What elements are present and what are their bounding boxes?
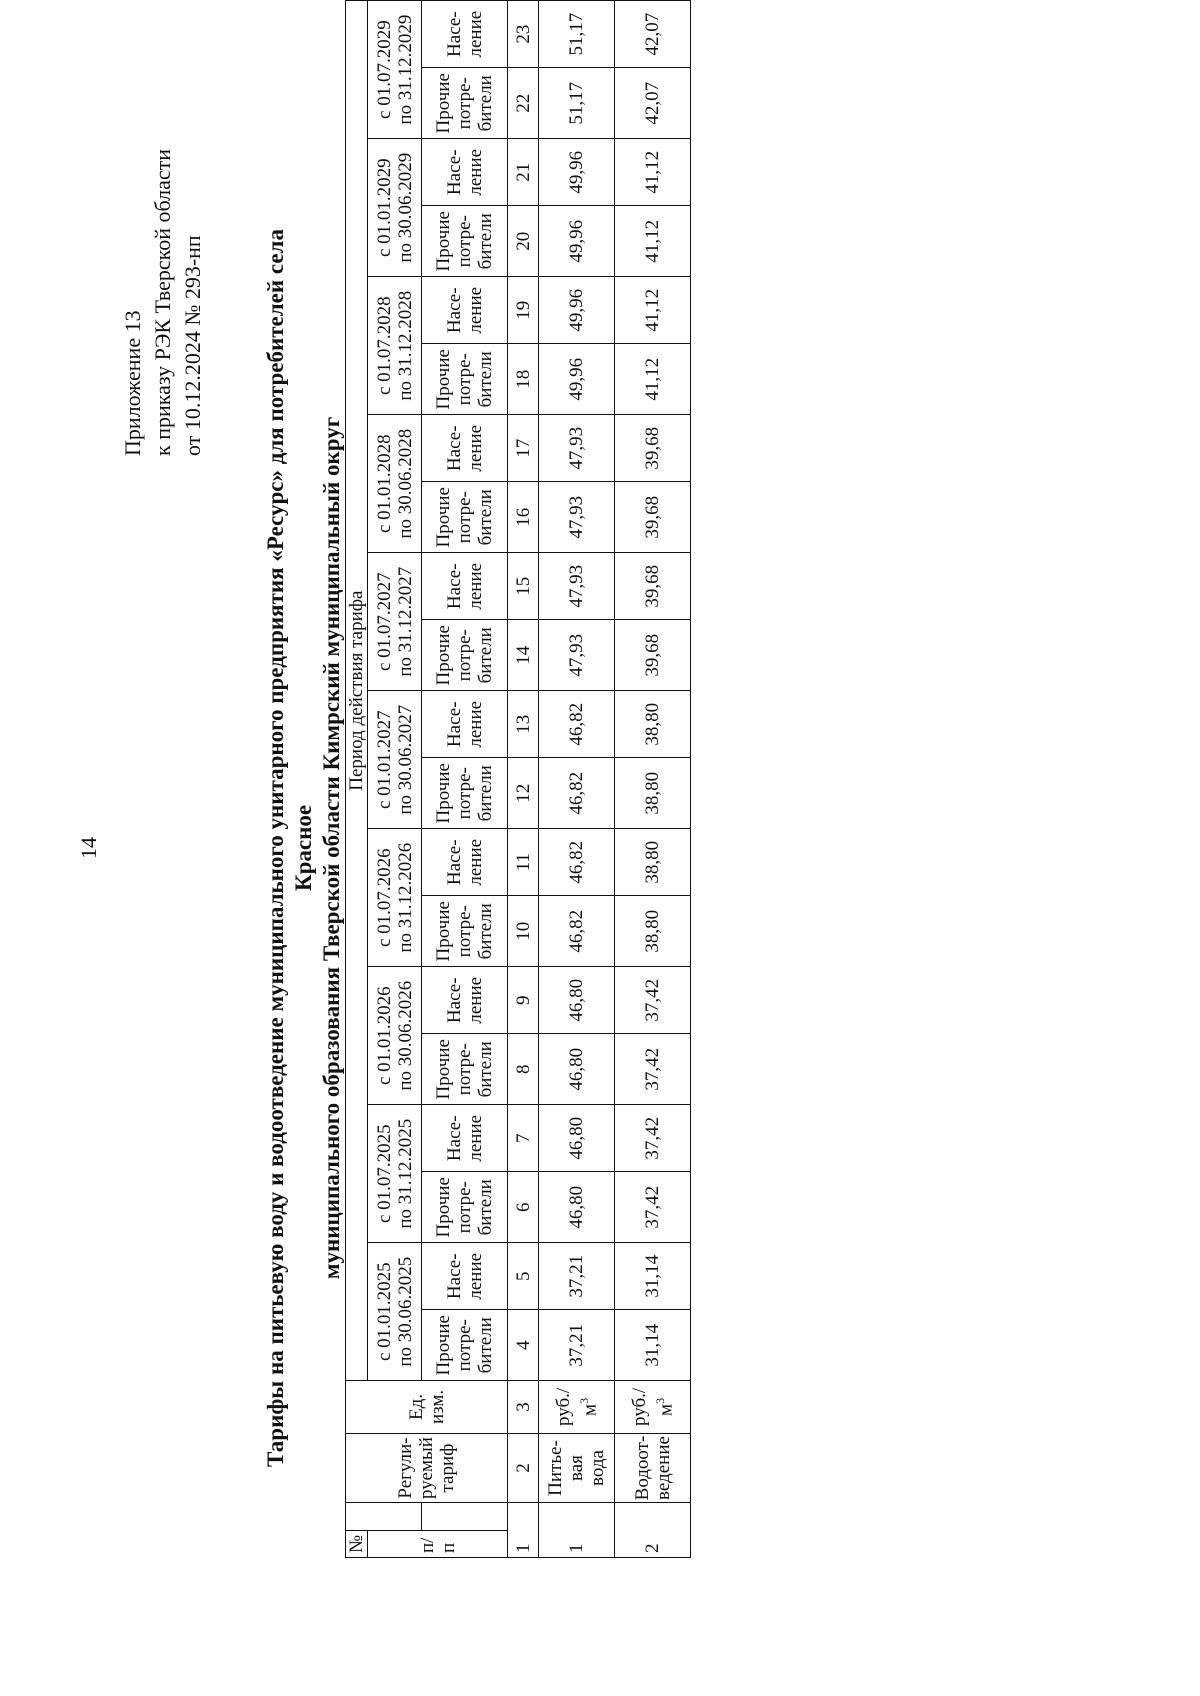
category-other-consumers: Прочие потре-бители xyxy=(422,206,508,277)
tariff-value-cell: 38,80 xyxy=(615,691,691,758)
column-number-cell: 6 xyxy=(508,1172,539,1243)
category-population: Насе-ление xyxy=(422,415,508,482)
period-cell: с 01.01.2027 по 30.06.2027 xyxy=(368,691,422,829)
column-number-cell: 3 xyxy=(508,1381,539,1433)
period-header: Период действия тарифа xyxy=(346,1,368,1381)
appendix-line: к приказу РЭК Тверской области xyxy=(150,148,175,456)
column-number-cell: 8 xyxy=(508,1034,539,1105)
period-cell: с 01.01.2029 по 30.06.2029 xyxy=(368,139,422,277)
appendix-reference xyxy=(118,16,208,456)
period-cell: с 01.01.2028 по 30.06.2028 xyxy=(368,415,422,553)
tariff-value-cell: 51,17 xyxy=(539,68,615,139)
category-other-consumers: Прочие потре-бители xyxy=(422,896,508,967)
column-number-cell: 15 xyxy=(508,553,539,620)
tariff-value-cell: 41,12 xyxy=(615,277,691,344)
tariff-value-cell: 46,82 xyxy=(539,896,615,967)
tariff-value-cell: 46,82 xyxy=(539,829,615,896)
tariff-value-cell: 46,80 xyxy=(539,1034,615,1105)
tariff-value-cell: 49,96 xyxy=(539,206,615,277)
category-population: Насе-ление xyxy=(422,967,508,1034)
category-population: Насе-ление xyxy=(422,691,508,758)
tariff-value-cell: 37,42 xyxy=(615,1034,691,1105)
row-tariff-name: Водоот-ведение xyxy=(615,1433,691,1503)
category-population: Насе-ление xyxy=(422,277,508,344)
category-other-consumers: Прочие потре-бители xyxy=(422,758,508,829)
category-header-row xyxy=(422,1,508,1558)
tariff-value-cell: 51,17 xyxy=(539,1,615,68)
tariff-value-cell: 39,68 xyxy=(615,415,691,482)
tariff-value-cell: 49,96 xyxy=(539,277,615,344)
empty-header-cell xyxy=(346,1503,422,1530)
category-other-consumers: Прочие потре-бители xyxy=(422,620,508,691)
tariff-value-cell: 39,68 xyxy=(615,553,691,620)
title-line: Тарифы на питьевую воду и водоотведение муниципального унитарного предприятия «Ресурс» для потребителей села Красное xyxy=(263,229,316,1467)
tariff-value-cell: 41,12 xyxy=(615,344,691,415)
column-number-cell: 23 xyxy=(508,1,539,68)
unit-header: Ед. изм. xyxy=(346,1381,508,1433)
tariff-value-cell: 41,12 xyxy=(615,139,691,206)
tariff-value-cell: 47,93 xyxy=(539,620,615,691)
column-number-cell: 21 xyxy=(508,139,539,206)
category-population: Насе-ление xyxy=(422,1243,508,1310)
tariff-value-cell: 31,14 xyxy=(615,1310,691,1381)
column-number-cell: 16 xyxy=(508,482,539,553)
category-population: Насе-ление xyxy=(422,139,508,206)
row-number: 2 xyxy=(615,1503,691,1558)
column-number-cell: 5 xyxy=(508,1243,539,1310)
tariff-value-cell: 46,80 xyxy=(539,1172,615,1243)
period-cell: с 01.01.2026 по 30.06.2026 xyxy=(368,967,422,1105)
number-header-bottom: п/ п xyxy=(368,1530,508,1557)
title-line: муниципального образования Тверской области Кимрский муниципальный округ xyxy=(319,416,344,1280)
category-population: Насе-ление xyxy=(422,1,508,68)
category-other-consumers: Прочие потре-бители xyxy=(422,1034,508,1105)
tariff-value-cell: 47,93 xyxy=(539,482,615,553)
column-number-cell: 17 xyxy=(508,415,539,482)
column-number-cell: 13 xyxy=(508,691,539,758)
column-number-cell: 9 xyxy=(508,967,539,1034)
column-number-cell: 10 xyxy=(508,896,539,967)
column-number-cell: 14 xyxy=(508,620,539,691)
tariff-value-cell: 39,68 xyxy=(615,482,691,553)
column-number-cell: 19 xyxy=(508,277,539,344)
category-other-consumers: Прочие потре-бители xyxy=(422,1172,508,1243)
tariff-value-cell: 46,82 xyxy=(539,691,615,758)
appendix-line: от 10.12.2024 № 293-нп xyxy=(180,235,205,456)
column-number-cell: 22 xyxy=(508,68,539,139)
category-other-consumers: Прочие потре-бители xyxy=(422,68,508,139)
period-cell: с 01.01.2025 по 30.06.2025 xyxy=(368,1243,422,1381)
row-tariff-name: Питье-вая вода xyxy=(539,1433,615,1503)
tariff-value-cell: 46,80 xyxy=(539,1105,615,1172)
tariff-value-cell: 38,80 xyxy=(615,829,691,896)
category-other-consumers: Прочие потре-бители xyxy=(422,1310,508,1381)
unit-text: руб./м xyxy=(628,1387,677,1427)
number-header-top: № xyxy=(346,1530,368,1557)
period-cell: с 01.07.2029 по 31.12.2029 xyxy=(368,1,422,139)
category-other-consumers: Прочие потре-бители xyxy=(422,344,508,415)
period-cell: с 01.07.2026 по 31.12.2026 xyxy=(368,829,422,967)
table-row-drinking-water xyxy=(539,1,615,1558)
unit-text: руб./м xyxy=(552,1387,601,1427)
empty-header-cell xyxy=(422,1503,508,1530)
column-number-cell: 18 xyxy=(508,344,539,415)
tariff-header: Регули-руемый тариф xyxy=(346,1433,508,1503)
column-number-cell: 7 xyxy=(508,1105,539,1172)
unit-exponent: 3 xyxy=(652,1397,667,1404)
tariff-value-cell: 38,80 xyxy=(615,896,691,967)
tariff-value-cell: 42,07 xyxy=(615,1,691,68)
tariff-value-cell: 39,68 xyxy=(615,620,691,691)
period-cell: с 01.07.2028 по 31.12.2028 xyxy=(368,277,422,415)
column-number-cell: 1 xyxy=(508,1503,539,1558)
category-population: Насе-ление xyxy=(422,553,508,620)
row-number: 1 xyxy=(539,1503,615,1558)
column-number-cell: 12 xyxy=(508,758,539,829)
tariff-value-cell: 47,93 xyxy=(539,553,615,620)
tariff-value-cell: 37,21 xyxy=(539,1310,615,1381)
row-unit xyxy=(615,1381,691,1433)
tariff-table xyxy=(345,0,691,1558)
category-population: Насе-ление xyxy=(422,1105,508,1172)
tariff-value-cell: 37,21 xyxy=(539,1243,615,1310)
table-row-wastewater xyxy=(615,1,691,1558)
tariff-value-cell: 46,82 xyxy=(539,758,615,829)
tariff-value-cell: 38,80 xyxy=(615,758,691,829)
category-population: Насе-ление xyxy=(422,829,508,896)
tariff-value-cell: 42,07 xyxy=(615,68,691,139)
column-number-cell: 11 xyxy=(508,829,539,896)
column-number-cell: 20 xyxy=(508,206,539,277)
page-number: 14 xyxy=(76,837,101,859)
tariff-value-cell: 46,80 xyxy=(539,967,615,1034)
tariff-value-cell: 49,96 xyxy=(539,344,615,415)
tariff-value-cell: 37,42 xyxy=(615,967,691,1034)
tariff-value-cell: 37,42 xyxy=(615,1172,691,1243)
tariff-value-cell: 47,93 xyxy=(539,415,615,482)
document-title xyxy=(262,200,346,1496)
row-unit xyxy=(539,1381,615,1433)
tariff-value-cell: 49,96 xyxy=(539,139,615,206)
column-number-row xyxy=(508,1,539,1558)
tariff-value-cell: 41,12 xyxy=(615,206,691,277)
tariff-value-cell: 31,14 xyxy=(615,1243,691,1310)
unit-exponent: 3 xyxy=(576,1397,591,1404)
column-number-cell: 2 xyxy=(508,1433,539,1503)
period-cell: с 01.07.2027 по 31.12.2027 xyxy=(368,553,422,691)
period-cell: с 01.07.2025 по 31.12.2025 xyxy=(368,1105,422,1243)
column-number-cell: 4 xyxy=(508,1310,539,1381)
tariff-value-cell: 37,42 xyxy=(615,1105,691,1172)
appendix-line: Приложение 13 xyxy=(120,310,145,456)
category-other-consumers: Прочие потре-бители xyxy=(422,482,508,553)
